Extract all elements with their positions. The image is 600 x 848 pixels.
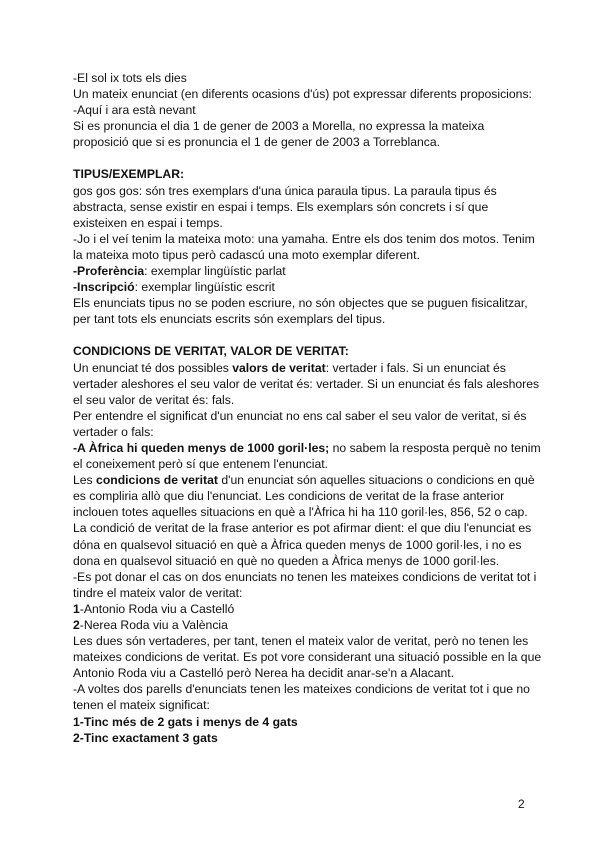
bold-term: valors de veritat (232, 360, 326, 375)
text-run: Un enunciat té dos possibles (73, 360, 233, 375)
example-2 (73, 617, 543, 633)
condicions-paragraph-5: La condició de veritat de la frase anterior es pot afirmar dient: el que diu l'enunciat es dóna en qualsevol situació en què a Àfrica queden menys de 1000 goril·les, i no es dona en qualsevol situació en què no queden a Àfrica menys de 1000 goril·les. (73, 521, 532, 568)
spacer (73, 327, 543, 343)
example-bold: 2-Tinc exactament 3 gats (73, 730, 218, 745)
example-number: 1 (73, 601, 80, 616)
condicions-paragraph-4 (73, 472, 543, 520)
inscripcio-term: -Inscripció (73, 280, 135, 295)
page-number: 2 (518, 797, 525, 811)
example-number: 2 (73, 618, 80, 632)
example-1 (73, 601, 543, 617)
bold-term: condicions de veritat (96, 473, 218, 488)
page-content (73, 70, 543, 746)
intro-line-1: -El sol ix tots els dies (73, 71, 187, 85)
intro-line-4: Si es pronuncia el dia 1 de gener de 2003 a Morella, no expressa la mateixa proposició que si es pronuncia el 1 de gener de 2003 a Torreblanca. (73, 119, 485, 150)
inscripcio-text: : exemplar lingüístic escrit (134, 280, 275, 295)
text-run: Les (73, 473, 97, 488)
proferencia-term: -Proferència (73, 264, 145, 279)
tipus-paragraph-1: gos gos gos: són tres exemplars d'una única paraula tipus. La paraula tipus és abstracta, sense existir en espai i temps. Els exemplars són concrets i sí que existeixen en espai i temps. (73, 183, 497, 230)
intro-line-2: Un mateix enunciat (en diferents ocasions d'ús) pot expressar diferents proposicions: (73, 87, 532, 102)
condicions-paragraph-1 (73, 360, 543, 408)
proferencia-text: : exemplar lingüístic parlat (144, 264, 286, 279)
example-text: -Nerea Roda viu a València (79, 618, 228, 632)
intro-line-3: -Aquí i ara està nevant (73, 103, 196, 118)
proferencia-definition (73, 263, 543, 279)
tipus-paragraph-3: Els enunciats tipus no se poden escriure, no són objectes que se puguen fisicalitzar, per tant tots els enunciats escrits són exemplars del tipus. (73, 296, 528, 327)
inscripcio-definition (73, 279, 543, 295)
text-run: no sabem la resposta perquè no tenim el coneixement però sí que entenem l'enunciat. (73, 440, 541, 472)
condicions-example-africa (73, 440, 543, 472)
condicions-paragraph-8: -A voltes dos parells d'enunciats tenen les mateixes condicions de veritat tot i que no tenen el mateix significat: (73, 682, 530, 713)
tipus-paragraph-2: -Jo i el veí tenim la mateixa moto: una yamaha. Entre els dos tenim dos motos. Tenim la mateixa moto tipus però cadascú una moto exemplar diferent. (73, 231, 535, 262)
text-run: : vertader i fals. Si un enunciat és vertader aleshores el seu valor de veritat és: vertader. Si un enunciat és fals aleshores el seu valor de veritat és: fals. (73, 360, 540, 407)
condicions-paragraph-6: -Es pot donar el cas on dos enunciats no tenen les mateixes condicions de veritat tot i tindre el mateix valor de veritat: (73, 569, 537, 600)
text-run: d'un enunciat són aquelles situacions o condicions en què es compliria allò que diu l'enunciat. Les condicions de veritat de la frase anterior inclouen totes aquelles situacions en què a l'Àfrica hi ha 110 goril·les, 856, 52 o cap. (73, 473, 535, 520)
example-3 (73, 714, 543, 730)
condicions-paragraph-7: Les dues són vertaderes, per tant, tenen el mateix valor de veritat, però no tenen les mateixes condicions de veritat. Es pot vore considerant una situació possible en la que Antonio Roda viu a Castelló però Nerea ha decidit anar-se'n a Alacant. (73, 634, 542, 681)
example-text: -Antonio Roda viu a Castelló (79, 601, 235, 616)
spacer (73, 150, 543, 166)
condicions-paragraph-2: Per entendre el significat d'un enunciat no ens cal saber el seu valor de veritat, si és vertader o fals: (73, 408, 527, 439)
section-heading-tipus: TIPUS/EXEMPLAR: (73, 167, 185, 182)
section-heading-condicions: CONDICIONS DE VERITAT, VALOR DE VERITAT: (73, 344, 349, 359)
bold-example: -A Àfrica hi queden menys de 1000 goril·les; (73, 440, 330, 455)
example-bold: 1-Tinc més de 2 gats i menys de 4 gats (73, 714, 298, 729)
example-4 (73, 730, 543, 746)
